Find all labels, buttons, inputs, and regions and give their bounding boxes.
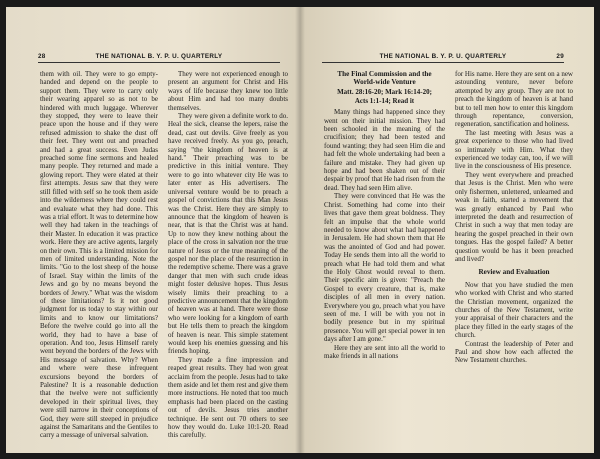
paragraph: They were given a definite work to do. Heal the sick, cleanse the lepers, raise the dead, cast out devils. Give freely as you have received freely. As you go, preach, saying "the kingdom of heaven is at hand." Their preaching was to be predictive in this initial venture. They were to go into whatever city He was to later enter as His advertisers. The universal venture would be to preach a gospel of convictions that this Man Jesus was the Christ. Here they are simply to announce that the kingdom of heaven is near, that is that the Christ was at hand. Up to now they knew nothing about the place of the cross in salvation nor the true nature of Jesus or the true meaning of the gospel nor the place of the resurrection in the redemptive scheme. There was a grave danger that men with such crude ideas might foster delusive hopes. Thus Jesus wisely limits their preaching to a predictive announcement that the kingdom of heaven was at hand. There were those who were looking for a kingdom of earth but He tells them to preach the kingdom of heaven is near. This simple statement would keep his enemies guessing and his friends hoping. <box>168 112 288 356</box>
right-column-1 <box>324 70 445 360</box>
left-column-1 <box>40 70 158 440</box>
running-head: THE NATIONAL B. Y. P. U. QUARTERLY <box>379 53 507 60</box>
page-number: 28 <box>38 53 46 60</box>
paragraph: They were convinced that He was the Christ. Something had come into their lives that gave them great boldness. They felt an impulse that the whole world needed to know about what had happened in Jerusalem. He had shown them that He was the anointed of God and had power. Today He sends them into all the world to preach what He had told them and what the Holy Ghost would reveal to them. Their specific aim is given: "Preach the Gospel to every creature, that is, make disciples of all men in every nation. Everywhere you go, preach what you have seen of me. I will be with you not in bodily presence but in my spiritual presence. You will get special power in ten days after I am gone." <box>324 192 445 344</box>
scripture-reference: Matt. 28:16-20; Mark 16:14-20; <box>337 88 432 97</box>
header-rule <box>38 62 280 63</box>
page-number: 29 <box>556 53 564 60</box>
header-rule <box>322 62 564 63</box>
paragraph: them with oil. They were to go empty-handed and depend on the people to support them. They were to carry only their wearing apparel so as not to be hindered with much luggage. Wherever they stopped, they were to leave their peace upon the house and if they were refused admission to shake the dust off their feet. They went out and preached and had a great success. Even Judas preached some fine sermons and healed many people. They returned and made a glowing report. They were elated at their first attempts. Jesus saw that they were still filled with self so he took them aside into the wilderness where they could rest and evaluate what they had done. This was a trial effort. It was to determine how well they had taken in the teachings of their Master. In education it was practice work. Here they are active agents, largely on their own. This is a limited mission for men of limited understanding. Note the limits. "Go to the lost sheep of the house of Israel. Stay within the limits of the Jews and go by no means beyond the borders of Jewry." What was the wisdom of these limitations? Is it not good judgment for us today to stay within our limits and to know our limitations? Before the twelve could go into all the world, they had to have a base of operation. And too, Jesus Himself rarely went beyond the borders of the Jews with His message of salvation. Why? When and where were these infrequent excursions beyond the borders of Palestine? It is a reasonable deduction that the twelve were not sufficiently developed in their spiritual lives, they were still narrow in their conceptions of God, they were still steeped in prejudice against the Samaritans and the Gentiles to carry a message of universal salvation. <box>40 70 158 440</box>
paragraph: They made a fine impression and reaped great results. They had won great acclaim from the people. Jesus had to take them aside and let them rest and give them more instructions. He noted that too much emphasis had been placed on the casting out of devils. Jesus tries another technique. He sent out 70 others to see how they would do. Luke 10:1-20. Read this carefully. <box>168 355 288 440</box>
paragraph: The last meeting with Jesus was a great experience to those who had lived so intimately with Him. What they experienced we today can, too, if we will live in the consciousness of His presence. <box>455 128 573 171</box>
paragraph: Now that you have studied the men who worked with Christ and who started the Christian movement, organized the churches of the New Testament, write your appraisal of their characters and the place they filled in the early stages of the church. <box>455 280 573 340</box>
paragraph: Here they are sent into all the world to make friends in all nations <box>324 343 445 360</box>
section-title: The Final Commission and the <box>337 70 432 78</box>
paragraph: Contrast the leadership of Peter and Paul and show how each affected the New Testament churches. <box>455 339 573 365</box>
right-column-2 <box>455 70 573 365</box>
paragraph: They were not experienced enough to present an argument for Christ and His ways of life because they knew too little about Him and had too many doubts themselves. <box>168 70 288 112</box>
scripture-reference-line-2: Acts 1:1-14; Read it <box>354 96 415 105</box>
book-gutter-shadow <box>295 7 305 453</box>
section-title-line-2: World-wide Venture <box>353 78 416 87</box>
left-column-2 <box>168 70 288 440</box>
paragraph: Many things had happened since they went on their initial mission. They had been schooled in the meaning of the crucifixion; they had been tested and found wanting; they had seen Him die and had felt the whole undertaking had been a failure and mistake. They had given up hope and had been shaken out of their despair by proof that He had risen from the dead. They had seen Him alive. <box>324 108 445 192</box>
book-spread <box>6 7 594 453</box>
running-head: THE NATIONAL B. Y. P. U. QUARTERLY <box>95 53 223 60</box>
paragraph: for His name. Here they are sent on a new astounding venture, never before attempted by any group. They are not to preach the kingdom of heaven is at hand but to tell men how to enter this kingdom through repentance, conversion, regeneration, sanctification and holiness. <box>455 70 573 129</box>
review-heading: Review and Evaluation <box>478 268 550 277</box>
right-page <box>300 7 594 453</box>
left-page <box>6 7 300 453</box>
paragraph: They went everywhere and preached that Jesus is the Christ. Men who were only fishermen, unlettered, unlearned and weak in faith, started a movement that was greatly enhanced by Paul who interpreted the death and resurrection of Christ in such a way that men today are hearing the gospel preached in their own tongues. Has the gospel failed? A better question would be has it been preached and lived? <box>455 170 573 263</box>
